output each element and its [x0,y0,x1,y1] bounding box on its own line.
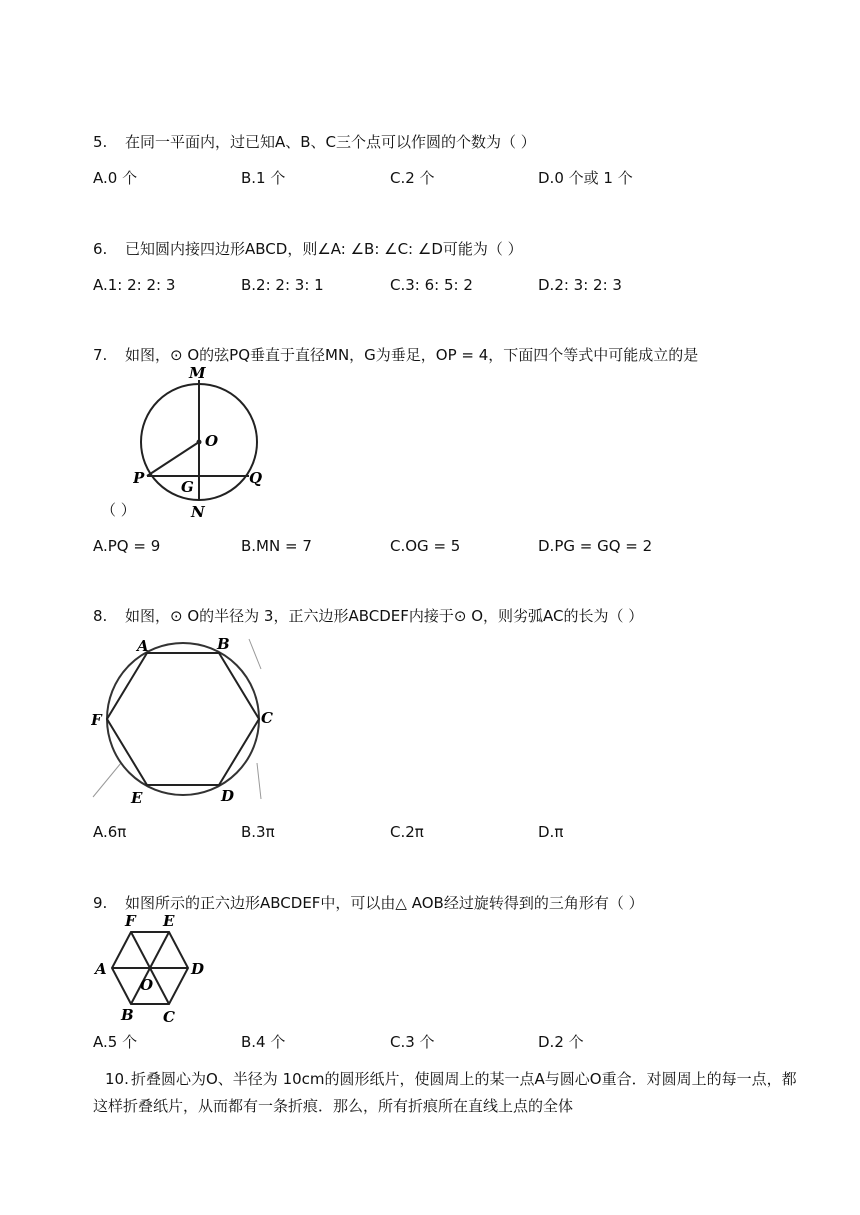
scan-mark [257,763,261,799]
options-row [93,821,800,843]
circle-chord-diagram [133,366,273,521]
radius-op [147,442,199,476]
question-number: 8. [93,607,108,625]
question-text: 已知圆内接四边形ABCD，则∠A: ∠B: ∠C: ∠D可能为（ ） [125,240,523,258]
question-6-stem [93,238,800,260]
label-b: B [217,635,230,653]
label-c: C [261,709,273,727]
label-n: N [191,503,205,521]
question-number: 7. [93,346,108,364]
question-number: 10. [105,1070,129,1088]
question-text: 如图，⊙ O的弦PQ垂直于直径MN，G为垂足，OP = 4，下面四个等式中可能成立的是 [125,346,699,364]
question-9-stem [93,892,800,914]
options-row [93,1031,800,1053]
option-d[interactable]: D.PG = GQ = 2 [538,537,653,555]
options-row [93,167,800,189]
question-number: 9. [93,894,108,912]
label-o: O [140,976,154,994]
hexagon-circle-figure [91,631,281,811]
label-b: B [121,1006,134,1024]
option-a[interactable]: A.0 个 [93,169,138,187]
question-10-stem [93,1066,800,1120]
scan-mark [249,639,261,669]
label-a: A [95,960,107,978]
label-g: G [181,478,194,496]
option-b[interactable]: B.2: 2: 3: 1 [241,276,324,294]
question-number: 5. [93,133,108,151]
label-c: C [163,1008,175,1024]
circle-o [107,643,259,795]
option-b[interactable]: B.1 个 [241,169,286,187]
question-text: 如图，⊙ O的半径为 3，正六边形ABCDEF内接于⊙ O，则劣弧AC的长为（ ） [125,607,644,625]
label-f: F [91,711,102,729]
option-d[interactable]: D.2: 3: 2: 3 [538,276,622,294]
scan-mark [93,763,121,797]
option-b[interactable]: B.3π [241,823,275,841]
option-a[interactable]: A.5 个 [93,1033,138,1051]
option-d[interactable]: D.0 个或 1 个 [538,169,633,187]
question-7-stem [93,344,800,366]
hexagon-abcdef [107,653,259,785]
label-d: D [191,960,205,978]
option-d[interactable]: D.π [538,823,564,841]
option-c[interactable]: C.OG = 5 [390,537,461,555]
label-o: O [205,432,219,450]
center-point [197,440,202,445]
inscribed-hexagon-diagram [91,631,281,811]
question-number: 6. [93,240,108,258]
option-d[interactable]: D.2 个 [538,1033,584,1051]
options-row [93,274,800,296]
question-text: 在同一平面内，过已知A、B、C三个点可以作圆的个数为（ ） [125,133,536,151]
option-c[interactable]: C.2π [390,823,424,841]
question-text: 折叠圆心为O、半径为 10cm的圆形纸片，使圆周上的某一点A与圆心O重合．对圆周上的每一点，都这样折叠纸片，从而都有一条折痕．那么，所有折痕所在直线上点的全体 [93,1070,797,1115]
options-row [93,535,800,557]
option-a[interactable]: A.1: 2: 2: 3 [93,276,176,294]
option-c[interactable]: C.3 个 [390,1033,435,1051]
hexagon-rotation-diagram [93,914,213,1024]
answer-paren: （ ） [101,501,136,519]
label-q: Q [249,469,263,487]
label-m: M [189,366,206,382]
option-b[interactable]: B.MN = 7 [241,537,312,555]
label-a: A [137,637,149,655]
option-c[interactable]: C.3: 6: 5: 2 [390,276,473,294]
label-f: F [125,914,136,930]
option-a[interactable]: A.PQ = 9 [93,537,161,555]
label-e: E [163,914,175,930]
hexagon-triangles-figure [93,914,213,1024]
question-text: 如图所示的正六边形ABCDEF中，可以由△ AOB经过旋转得到的三角形有（ ） [125,894,644,912]
label-e: E [131,789,143,807]
option-b[interactable]: B.4 个 [241,1033,286,1051]
circle-chord-figure [133,366,273,521]
option-a[interactable]: A.6π [93,823,127,841]
label-d: D [221,787,235,805]
label-p: P [133,469,145,487]
question-5-stem [93,131,800,153]
option-c[interactable]: C.2 个 [390,169,435,187]
question-8-stem [93,605,800,627]
